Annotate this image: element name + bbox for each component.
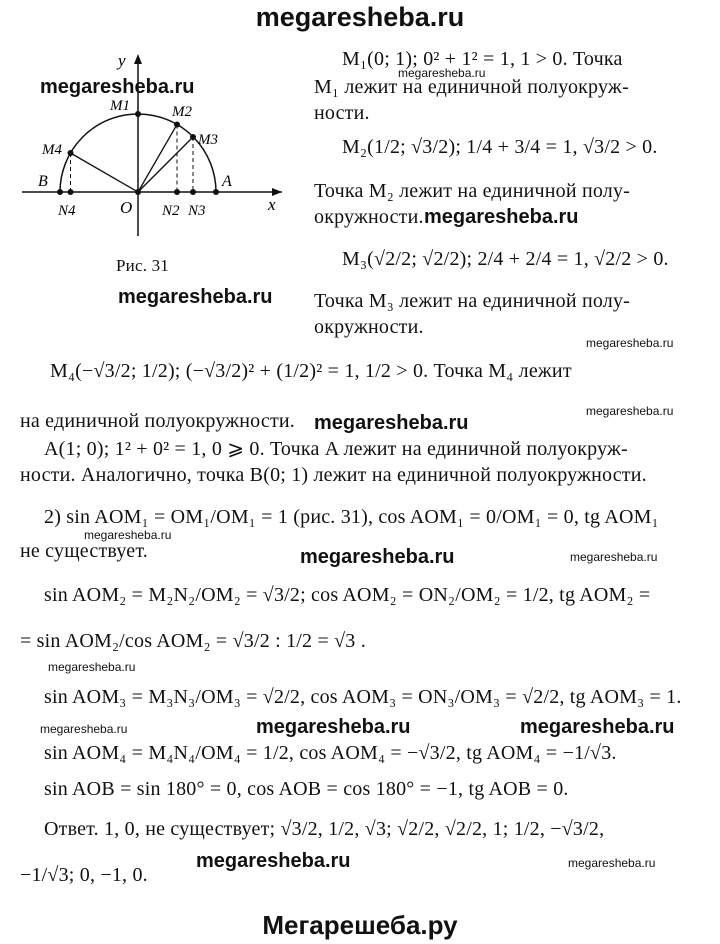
sin-aob-line: sin AOB = sin 180° = 0, cos AOB = cos 180° = −1, tg AOB = 0.	[44, 778, 569, 800]
point-m4	[68, 150, 74, 156]
point-a-line-2: ности. Аналогично, точка B(0; 1) лежит на единичной полуокружности.	[20, 464, 647, 486]
watermark-figure: megaresheba.ru	[40, 76, 195, 98]
label-m2: M2	[172, 104, 192, 120]
m4-line-2: на единичной полуокружности.	[20, 410, 295, 432]
point-a-line-1: A(1; 0); 1² + 0² = 1, 0 ⩾ 0. Точка A лежит на единичной полуокруж-	[44, 438, 628, 460]
label-a: A	[222, 173, 232, 190]
watermark-m4-small: megaresheba.ru	[586, 404, 674, 418]
label-n3: N3	[188, 203, 206, 219]
site-footer: Мегарешеба.ру	[262, 910, 458, 940]
watermark-s3-right: megaresheba.ru	[520, 716, 675, 738]
label-n2: N2	[162, 203, 180, 219]
watermark-caption: megaresheba.ru	[118, 286, 273, 308]
answer-line-1: Ответ. 1, 0, не существует; √3/2, 1/2, √3; √2/2, √2/2, 1; 1/2, −√3/2,	[44, 818, 605, 840]
watermark-m4: megaresheba.ru	[314, 412, 469, 434]
point-m3	[190, 134, 196, 140]
watermark-m3: megaresheba.ru	[586, 336, 674, 350]
figure-caption: Рис. 31	[116, 256, 169, 275]
answer-line-2: −1/√3; 0, −1, 0.	[20, 864, 148, 886]
sin-aom4-line: sin AOM₄ = M₄N₄/OM₄ = 1/2, cos AOM₄ = −√3/2, tg AOM₄ = −1/√3.	[44, 742, 617, 764]
label-m1: M1	[110, 98, 130, 114]
m3-line-1: Точка M₃ лежит на единичной полу-	[314, 290, 631, 312]
watermark-p2-small: megaresheba.ru	[570, 550, 658, 564]
point-m2	[174, 122, 180, 128]
watermark-s3-big: megaresheba.ru	[256, 716, 411, 738]
m2-line-1: Точка M₂ лежит на единичной полу-	[314, 180, 631, 202]
label-x: x	[268, 195, 276, 214]
point-m1	[135, 111, 141, 117]
m1-line-1: M₁(0; 1); 0² + 1² = 1, 1 > 0. Точка	[342, 48, 623, 70]
point-n3	[190, 189, 196, 195]
watermark-m1: megaresheba.ru	[398, 66, 486, 80]
watermark-s3: megaresheba.ru	[40, 722, 128, 736]
m1-line-3: ности.	[314, 102, 370, 124]
point-a	[213, 189, 219, 195]
point-b	[57, 189, 63, 195]
sin-aom2-line-2: = sin AOM₂/cos AOM₂ = √3/2 : 1/2 = √3 .	[20, 630, 366, 652]
m3-equation: M₃(√2/2; √2/2); 2/4 + 2/4 = 1, √2/2 > 0.	[342, 248, 669, 270]
m2-equation: M₂(1/2; √3/2); 1/4 + 3/4 = 1, √3/2 > 0.	[342, 136, 658, 158]
label-m3: M3	[198, 132, 218, 148]
label-m4: M4	[42, 142, 62, 158]
label-n4: N4	[58, 203, 76, 219]
point-n2	[174, 189, 180, 195]
watermark-p2: megaresheba.ru	[84, 528, 172, 542]
label-o: O	[120, 198, 133, 217]
site-header: megaresheba.ru	[255, 2, 465, 32]
sin-aom2-line-1: sin AOM₂ = M₂N₂/OM₂ = √3/2; cos AOM₂ = ON₂/OM₂ = 1/2, tg AOM₂ =	[44, 584, 651, 606]
part2-line-2: не существует.	[20, 540, 148, 562]
m1-line-2: M₁ лежит на единичной полуокруж-	[314, 76, 629, 98]
m4-equation: M₄(−√3/2; 1/2); (−√3/2)² + (1/2)² = 1, 1/2 > 0. Точка M₄ лежит	[50, 360, 572, 382]
watermark-answer: megaresheba.ru	[196, 850, 351, 872]
y-axis-arrow	[134, 54, 142, 64]
watermark-p2-big: megaresheba.ru	[300, 546, 455, 568]
part2-line-1: 2) sin AOM₁ = OM₁/OM₁ = 1 (рис. 31), cos AOM₁ = 0/OM₁ = 0, tg AOM₁	[44, 506, 659, 528]
sin-aom3-line: sin AOM₃ = M₃N₃/OM₃ = √2/2, cos AOM₃ = ON₃/OM₃ = √2/2, tg AOM₃ = 1.	[44, 686, 682, 708]
watermark-answer-small: megaresheba.ru	[568, 856, 656, 870]
radius-om4	[71, 153, 139, 192]
label-y: y	[118, 51, 126, 70]
watermark-m2: megaresheba.ru	[424, 206, 579, 228]
label-b: B	[38, 173, 48, 190]
point-n4	[68, 189, 74, 195]
point-o	[135, 189, 141, 195]
watermark-s2: megaresheba.ru	[48, 660, 136, 674]
m2-line-2: окружности.	[314, 206, 424, 228]
m3-line-2: окружности.	[314, 316, 424, 338]
